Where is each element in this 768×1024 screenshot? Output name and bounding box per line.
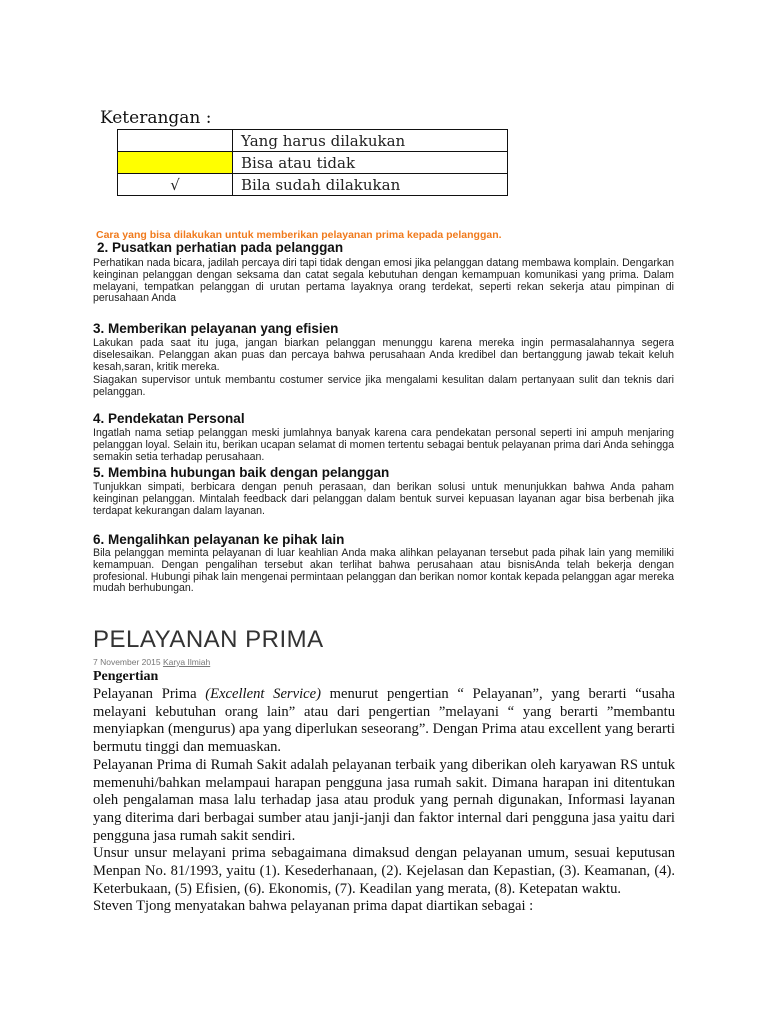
paragraph-text: menurut pengertian “ Pelayanan”, yang berarti “usaha melayani kebutuhan orang lain” atau dari pengertian ”melayani “ yang berarti ”membantu menyiapkan (mengurus) apa yang diperlukan seseorang”. Dengan Prima atau excellent yang berarti bermutu tinggi dan memuaskan. — [93, 686, 675, 756]
article-subheading: Pengertian — [93, 669, 159, 684]
section-heading: 2. Pusatkan perhatian pada pelanggan — [97, 240, 344, 255]
paragraph-text: Pelayanan Prima — [93, 686, 206, 702]
legend-label: Bila sudah dilakukan — [233, 174, 508, 196]
legend-row — [118, 152, 508, 174]
section-body: Lakukan pada saat itu juga, jangan biarkan pelanggan menunggu karena mereka ingin permasalahannya segera diselesaikan. Pelanggan akan puas dan percaya bahwa perusahaan Anda kredibel dan bertanggung jawab tekait keluh kesah,saran, kritik mereka. — [93, 337, 674, 373]
section-body: Ingatlah nama setiap pelanggan meski jumlahnya banyak karena cara pendekatan personal seperti ini ampuh menjaring pelanggan loyal. Selain itu, berikan ucapan selamat di momen tertentu sebagai bentuk pelayanan prima dari Anda sehingga semakin setia terhadap perusahaan. — [93, 427, 674, 463]
intro-text: Cara yang bisa dilakukan untuk memberikan pelayanan prima kepada pelanggan. — [96, 229, 502, 241]
section-body: Tunjukkan simpati, berbicara dengan penuh perasaan, dan berikan solusi untuk menunjukkan bahwa Anda paham keinginan pelanggan. Mintalah feedback dari pelanggan dalam bentuk survei kepuasan layanan agar bisa berbenah jika terdapat kekurangan dalam layanan. — [93, 481, 674, 517]
section-body: Bila pelanggan meminta pelayanan di luar keahlian Anda maka alihkan pelayanan tersebut pada pihak lain yang memiliki kemampuan. Dengan pengalihan tersebut akan terlihat bahwa perusahaan atau bisnisAnda telah bekerja dengan profesional. Hubungi pihak lain mengenai permintaan pelanggan dan berikan nomor kontak kepada pelanggan agar mereka mudah berhubungan. — [93, 547, 674, 595]
article-date: 7 November 2015 — [93, 657, 161, 667]
paragraph: Unsur unsur melayani prima sebagaimana dimaksud dengan pelayanan umum, sesuai keputusan Menpan No. 81/1993, yaitu (1). Kesederhanaan, (2). Kejelasan dan Kepastian, (3). Keamanan, (4). Keterbukaan, (5) Efisien, (6). Ekonomis, (7). Keadilan yang merata, (8). Ketepatan waktu. — [93, 845, 675, 897]
paragraph-italic: (Excellent Service) — [205, 686, 321, 702]
legend-row — [118, 174, 508, 196]
legend-row — [118, 130, 508, 152]
paragraph — [93, 686, 675, 757]
article-meta — [93, 657, 210, 667]
legend-symbol-yellow — [118, 152, 233, 174]
paragraph: Steven Tjong menyatakan bahwa pelayanan prima dapat diartikan sebagai : — [93, 898, 534, 915]
paragraph: Pelayanan Prima di Rumah Sakit adalah pelayanan terbaik yang diberikan oleh karyawan RS untuk memenuhi/bahkan melampaui harapan pengguna jasa rumah sakit. Dimana harapan ini ditentukan oleh pengalaman masa lalu terhadap jasa atau produk yang pernah digunakan, Informasi layanan yang diterima dari berbagai sumber atau janji-janji dan faktor internal dari pengguna jasa yaitu dari pengguna jasa rumah sakit sendiri. — [93, 756, 675, 844]
section-heading: 6. Mengalihkan pelayanan ke pihak lain — [93, 532, 345, 547]
legend-symbol-check: √ — [118, 174, 233, 196]
article-body — [93, 686, 675, 916]
section-heading: 5. Membina hubungan baik dengan pelanggan — [93, 465, 390, 480]
section-body-2: Siagakan supervisor untuk membantu costumer service jika mengalami kesulitan dalam pertanyaan sulit dan teknis dari pelanggan. — [93, 374, 674, 398]
section-heading: 3. Memberikan pelayanan yang efisien — [93, 321, 339, 336]
legend-label: Yang harus dilakukan — [233, 130, 508, 152]
section-heading: 4. Pendekatan Personal — [93, 411, 245, 426]
legend-symbol — [118, 130, 233, 152]
category-link[interactable]: Karya Ilmiah — [162, 657, 211, 667]
legend-title: Keterangan : — [100, 108, 212, 128]
article-title: PELAYANAN PRIMA — [93, 626, 324, 653]
legend-label: Bisa atau tidak — [233, 152, 508, 174]
section-body: Perhatikan nada bicara, jadilah percaya diri tapi tidak dengan emosi jika pelanggan datang membawa komplain. Dengarkan keinginan pelanggan dengan seksama dan catat segala kebutuhan dengan kemampuan komunikasi yang prima. Dalam melayani, tempatkan pelanggan di urutan pertama layaknya orang terdekat, seperti rekan sekerja atau pimpinan di perusahaan Anda — [93, 257, 674, 305]
legend-table — [117, 129, 508, 196]
